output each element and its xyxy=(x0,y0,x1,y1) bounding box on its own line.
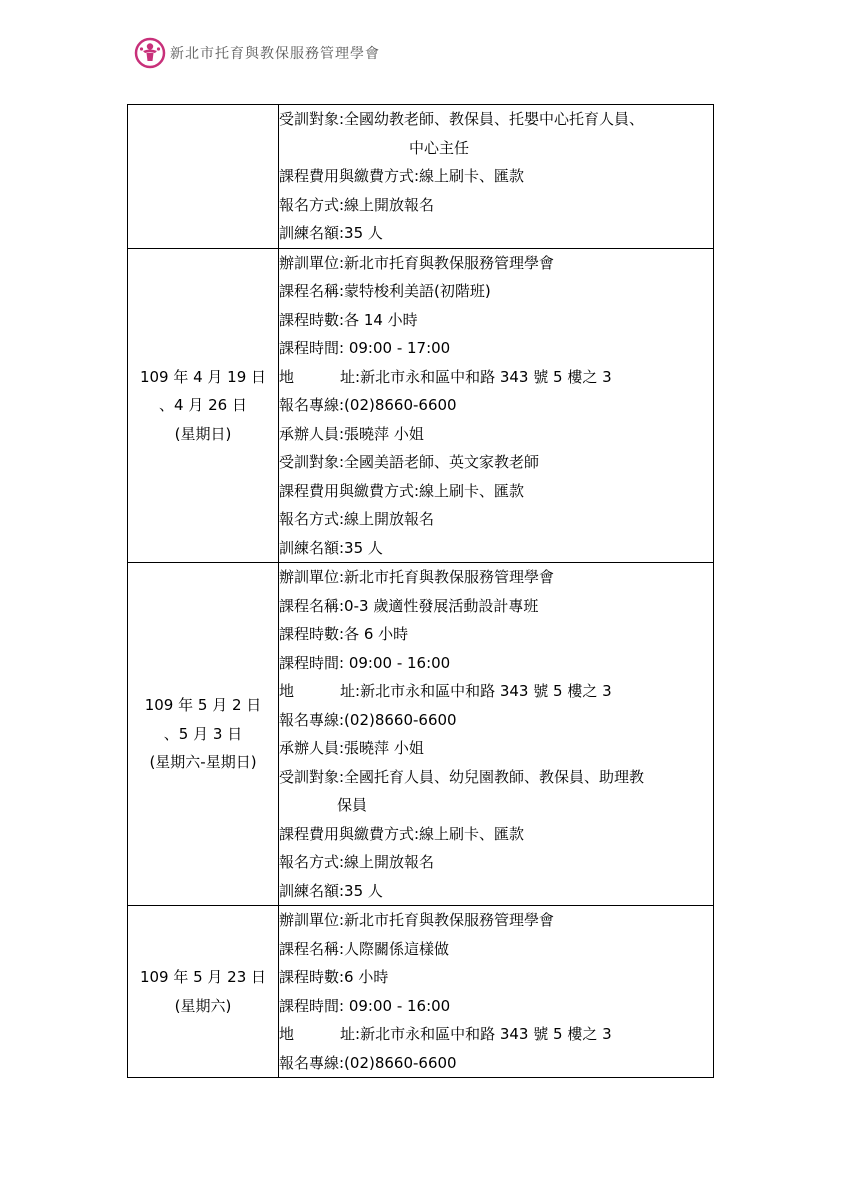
address-value: 址:新北市永和區中和路 343 號 5 樓之 3 xyxy=(340,682,612,700)
table-row xyxy=(128,906,714,1078)
info-line: 課程名稱:蒙特梭利美語(初階班) xyxy=(279,282,491,300)
info-line: 課程時間: 09:00 - 17:00 xyxy=(279,339,451,357)
info-line: 受訓對象:全國幼教老師、教保員、托嬰中心托育人員、 xyxy=(279,110,645,128)
date-text: (星期日) xyxy=(174,424,232,443)
address-label: 地 xyxy=(279,1025,295,1043)
address-value: 址:新北市永和區中和路 343 號 5 樓之 3 xyxy=(340,367,612,386)
info-line: 訓練名額:35 人 xyxy=(279,224,383,242)
date-text: 109 年 5 月 23 日 xyxy=(139,968,267,986)
info-line xyxy=(279,1020,713,1049)
info-line: 辦訓單位:新北市托育與教保服務管理學會 xyxy=(279,253,555,272)
info-line: 辦訓單位:新北市托育與教保服務管理學會 xyxy=(279,568,555,586)
org-name: 新北市托育與教保服務管理學會 xyxy=(170,46,380,62)
org-logo-icon xyxy=(134,37,166,69)
info-line: 課程名稱:0-3 歲適性發展活動設計專班 xyxy=(279,596,539,615)
info-line: 承辦人員:張曉萍 小姐 xyxy=(279,739,424,757)
info-line: 報名方式:線上開放報名 xyxy=(279,195,435,214)
table-row xyxy=(128,563,714,906)
info-line: 課程費用與繳費方式:線上刷卡、匯款 xyxy=(279,167,525,185)
info-line: 報名專線:(02)8660-6600 xyxy=(279,1053,457,1072)
date-cell xyxy=(128,248,279,563)
date-text: 109 年 5 月 2 日 xyxy=(144,696,262,715)
info-line: 訓練名額:35 人 xyxy=(279,881,383,900)
page-header xyxy=(134,36,380,70)
date-text: 109 年 4 月 19 日 xyxy=(139,367,267,386)
info-line: 課程名稱:人際關係這樣做 xyxy=(279,939,450,958)
info-line: 報名專線:(02)8660-6600 xyxy=(279,396,457,414)
address-value: 址:新北市永和區中和路 343 號 5 樓之 3 xyxy=(340,1025,612,1043)
course-info-cell xyxy=(279,906,714,1078)
course-info-cell xyxy=(279,563,714,906)
info-line: 報名方式:線上開放報名 xyxy=(279,510,435,528)
info-line: 報名方式:線上開放報名 xyxy=(279,853,435,871)
date-cell xyxy=(128,563,279,906)
course-info-cell xyxy=(279,105,714,249)
table-row xyxy=(128,105,714,249)
date-text: (星期六-星期日) xyxy=(149,753,257,772)
date-cell xyxy=(128,906,279,1078)
info-line: 承辦人員:張曉萍 小姐 xyxy=(279,424,424,443)
info-line: 課程時數:各 14 小時 xyxy=(279,310,418,329)
info-line: 課程費用與繳費方式:線上刷卡、匯款 xyxy=(279,824,525,843)
date-text: (星期六) xyxy=(174,996,232,1015)
info-line: 課程時數:各 6 小時 xyxy=(279,625,409,643)
info-line xyxy=(279,363,713,392)
info-line: 辦訓單位:新北市托育與教保服務管理學會 xyxy=(279,911,555,929)
info-line xyxy=(279,677,713,706)
date-cell xyxy=(128,105,279,249)
info-line: 受訓對象:全國托育人員、幼兒園教師、教保員、助理教 xyxy=(279,767,645,786)
course-info-cell xyxy=(279,248,714,563)
course-schedule-table xyxy=(127,104,714,1078)
info-line: 中心主任 xyxy=(409,138,470,157)
info-line: 課程費用與繳費方式:線上刷卡、匯款 xyxy=(279,481,525,500)
info-line: 受訓對象:全國美語老師、英文家教老師 xyxy=(279,453,540,471)
info-line: 課程時間: 09:00 - 16:00 xyxy=(279,996,451,1015)
table-row xyxy=(128,248,714,563)
info-line: 訓練名額:35 人 xyxy=(279,538,383,557)
address-label: 地 xyxy=(279,682,295,700)
date-text: 、5 月 3 日 xyxy=(163,724,243,743)
info-line: 課程時數:6 小時 xyxy=(279,968,389,986)
info-line: 保員 xyxy=(337,796,368,814)
info-line: 報名專線:(02)8660-6600 xyxy=(279,710,457,729)
address-label: 地 xyxy=(279,367,295,386)
info-line: 課程時間: 09:00 - 16:00 xyxy=(279,653,451,672)
date-text: 、4 月 26 日 xyxy=(159,396,247,414)
